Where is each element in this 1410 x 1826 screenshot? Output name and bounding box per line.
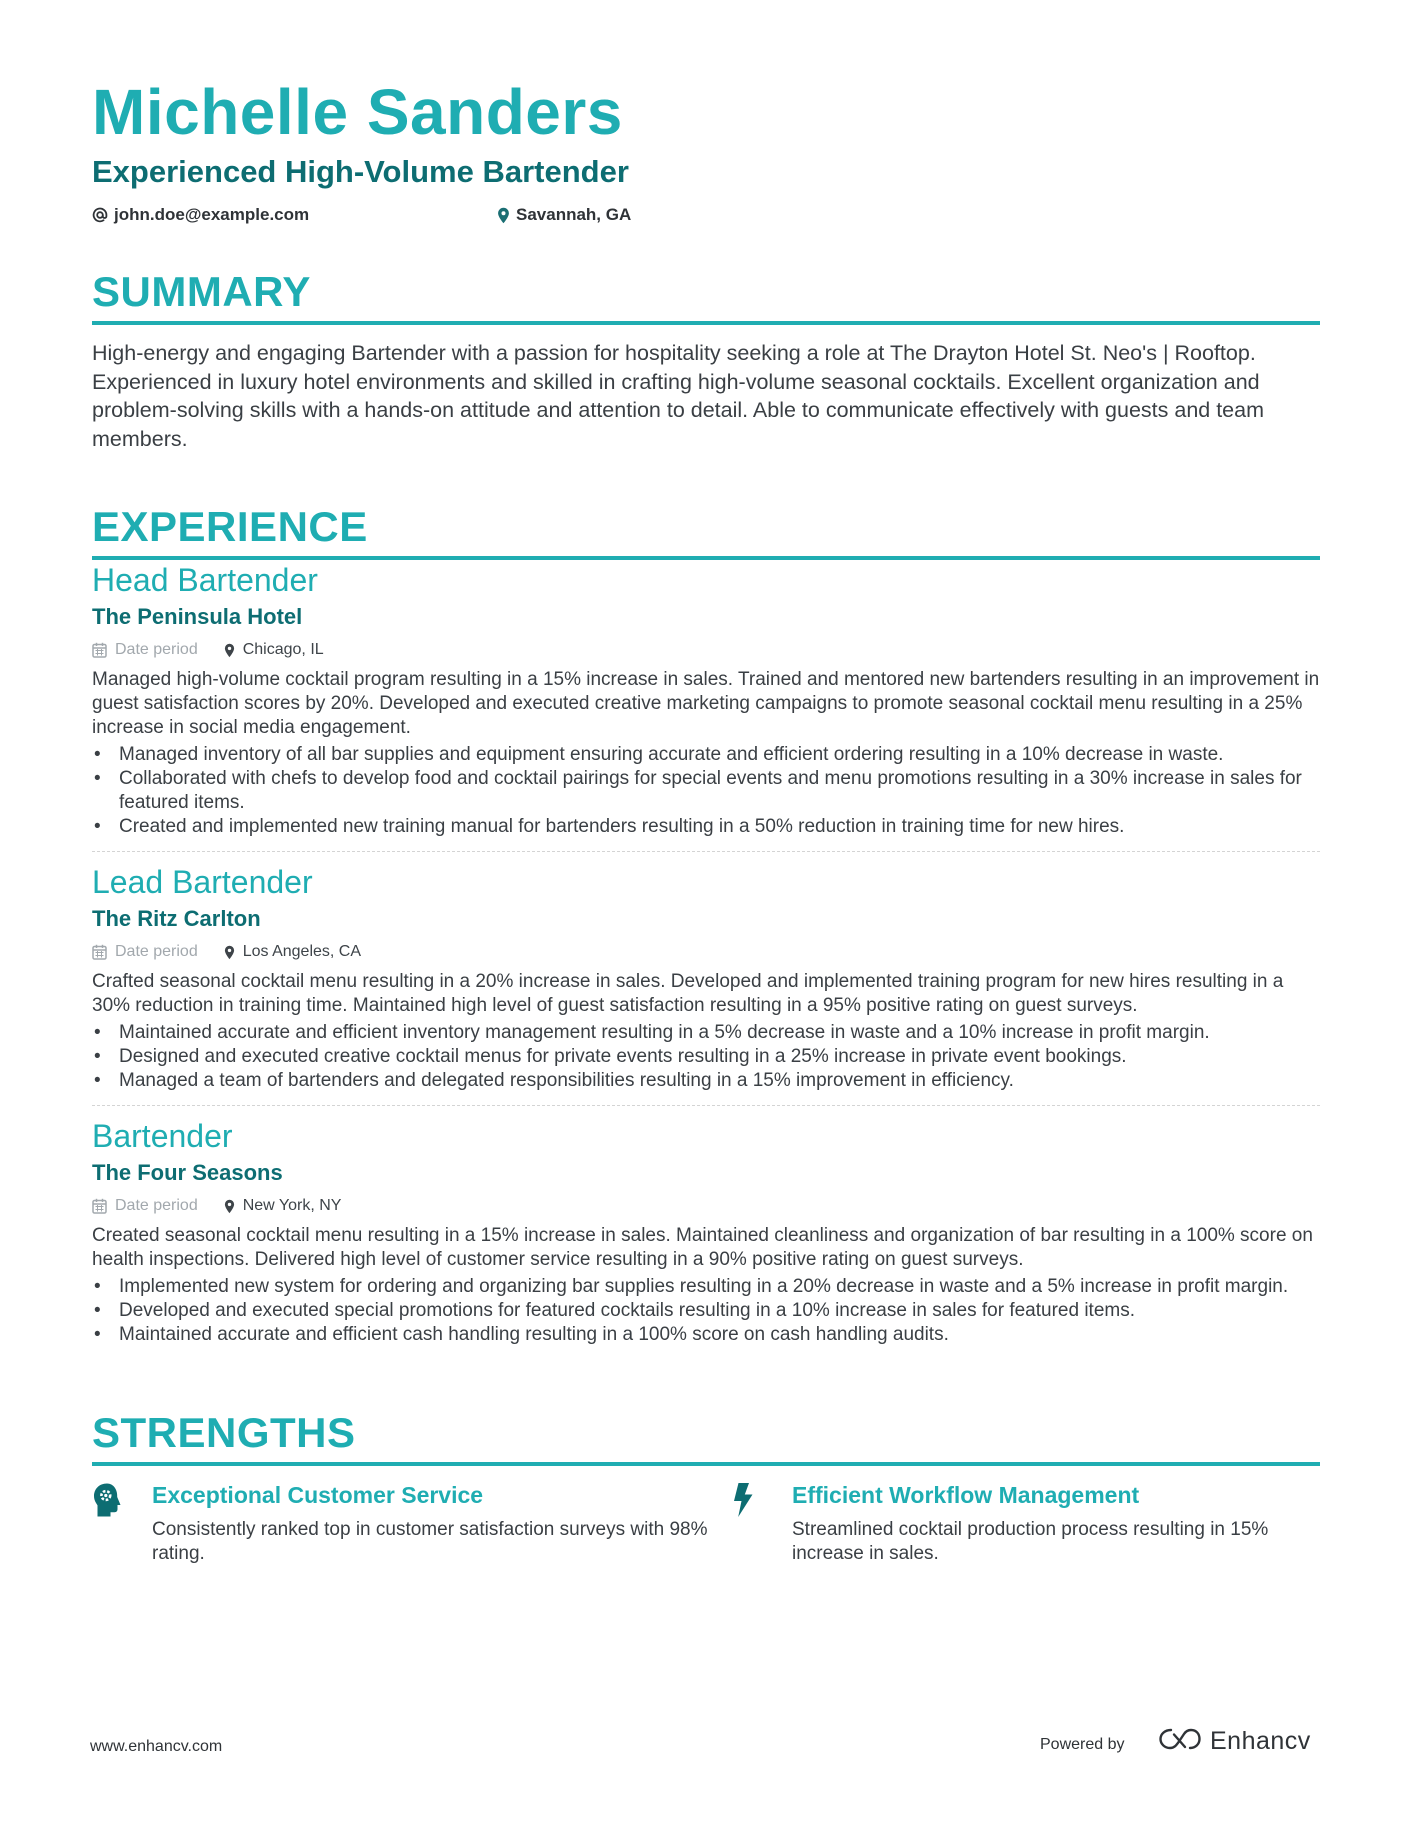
head-profile-icon: [92, 1480, 152, 1566]
calendar-icon: [92, 642, 107, 658]
candidate-headline: Experienced High-Volume Bartender: [92, 154, 629, 189]
at-sign-icon: [92, 207, 108, 223]
bullet-item: • Managed a team of bartenders and delegated responsibilities resulting in a 15% improvement in efficiency.: [92, 1069, 1320, 1093]
footer-website-link[interactable]: www.enhancv.com: [90, 1738, 223, 1755]
bullet-item: • Designed and executed creative cocktail menus for private events resulting in a 25% increase in private event bookings.: [92, 1045, 1320, 1069]
bullet-item: • Created and implemented new training manual for bartenders resulting in a 50% reduction in training time for new hires.: [92, 815, 1320, 839]
resume-page: [92, 74, 1320, 1566]
bullet-item: • Collaborated with chefs to develop food and cocktail pairings for special events and menu promotions resulting in a 30% increase in sales for featured items.: [92, 767, 1320, 815]
location-text: Savannah, GA: [516, 205, 632, 224]
job-bullets: [92, 1275, 1320, 1347]
location-pin-icon: [224, 643, 235, 658]
summary-heading: SUMMARY: [92, 268, 1320, 325]
job-title: Lead Bartender: [92, 864, 313, 900]
strength-item: [92, 1480, 732, 1566]
job-meta: [92, 942, 1320, 962]
job-bullets: [92, 743, 1320, 839]
bullet-item: • Developed and executed special promotions for featured cocktails resulting in a 10% increase in sales for featured items.: [92, 1299, 1320, 1323]
strengths-heading: STRENGTHS: [92, 1409, 1320, 1466]
company-name: The Four Seasons: [92, 1160, 283, 1185]
bullet-item: • Managed inventory of all bar supplies and equipment ensuring accurate and efficient ordering resulting in a 10% decrease in waste.: [92, 743, 1320, 767]
strengths-grid: [92, 1480, 1320, 1566]
summary-text: High-energy and engaging Bartender with a passion for hospitality seeking a role at The Drayton Hotel St. Neo's | Rooftop. Experienced in luxury hotel environments and skilled in crafting high-volume seasonal cocktails. Excellent organization and problem-solving skills with a hands-on attitude and attention to detail. Able to communicate effectively with guests and team members.: [92, 341, 1265, 451]
strength-title: Efficient Workflow Management: [792, 1482, 1140, 1508]
candidate-name: Michelle Sanders: [92, 76, 623, 148]
job-date: Date period: [92, 641, 198, 659]
job-date: Date period: [92, 1197, 198, 1215]
job-location: Los Angeles, CA: [224, 943, 361, 961]
job-location: New York, NY: [224, 1197, 342, 1215]
job-meta: [92, 640, 1320, 660]
calendar-icon: [92, 1198, 107, 1214]
lightning-bolt-icon: [732, 1480, 792, 1566]
company-name: The Ritz Carlton: [92, 906, 261, 931]
calendar-icon: [92, 944, 107, 960]
job-description: Managed high-volume cocktail program resulting in a 15% increase in sales. Trained and mentored new bartenders resulting in an improvement in guest satisfaction scores by 20%. Developed and executed creative marketing campaigns to promote seasonal cocktail menu resulting in a 25% increase in social media engagement.: [92, 669, 1320, 738]
experience-heading: EXPERIENCE: [92, 503, 1320, 560]
job-description: Crafted seasonal cocktail menu resulting in a 20% increase in sales. Developed and implemented training program for new hires resulting in a 30% reduction in training time. Maintained high level of guest satisfaction resulting in a 95% positive rating on guest surveys.: [92, 971, 1284, 1016]
job-entry: [92, 1105, 1320, 1359]
bullet-item: • Maintained accurate and efficient inventory management resulting in a 5% decrease in waste and a 10% increase in profit margin.: [92, 1021, 1320, 1045]
powered-by-label: Powered by: [1040, 1736, 1125, 1753]
enhancv-logo-icon: [1158, 1726, 1202, 1757]
enhancv-logo[interactable]: [1158, 1726, 1311, 1757]
strength-description: Consistently ranked top in customer satisfaction surveys with 98% rating.: [152, 1519, 708, 1564]
summary-section: [92, 268, 1320, 453]
job-title: Bartender: [92, 1118, 233, 1154]
location-pin-icon: [497, 207, 510, 224]
contact-location: [497, 205, 631, 225]
job-entry: [92, 851, 1320, 1105]
job-bullets: [92, 1021, 1320, 1093]
contact-row: [92, 204, 1320, 226]
strength-title: Exceptional Customer Service: [152, 1482, 484, 1508]
job-meta: [92, 1196, 1320, 1216]
bullet-item: • Implemented new system for ordering and organizing bar supplies resulting in a 20% decrease in waste and a 5% increase in profit margin.: [92, 1275, 1320, 1299]
strength-description: Streamlined cocktail production process resulting in 15% increase in sales.: [792, 1519, 1269, 1564]
job-location: Chicago, IL: [224, 641, 324, 659]
job-title: Head Bartender: [92, 562, 318, 598]
brand-name: Enhancv: [1210, 1727, 1311, 1755]
company-name: The Peninsula Hotel: [92, 604, 303, 629]
contact-email[interactable]: [92, 205, 497, 225]
strengths-section: [92, 1409, 1320, 1566]
job-description: Created seasonal cocktail menu resulting in a 15% increase in sales. Maintained cleanliness and organization of bar resulting in a 100% score on health inspections. Delivered high level of customer service resulting in a 90% positive rating on guest surveys.: [92, 1225, 1313, 1270]
strength-item: [732, 1480, 1320, 1566]
location-pin-icon: [224, 1199, 235, 1214]
bullet-item: • Maintained accurate and efficient cash handling resulting in a 100% score on cash handling audits.: [92, 1323, 1320, 1347]
job-date: Date period: [92, 943, 198, 961]
job-entry: [92, 560, 1320, 851]
location-pin-icon: [224, 945, 235, 960]
experience-section: [92, 503, 1320, 1359]
email-text: john.doe@example.com: [114, 205, 310, 224]
